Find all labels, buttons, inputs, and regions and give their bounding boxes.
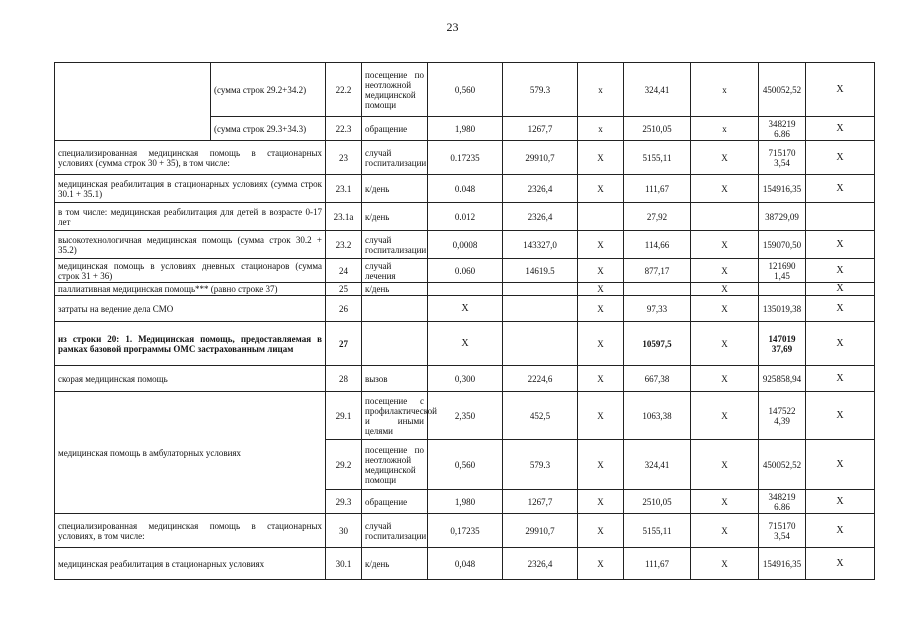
unit-cell: посещение по неотложной медицинской помощи xyxy=(362,63,428,117)
value-cell: X xyxy=(691,296,759,322)
value-cell: X xyxy=(806,175,875,203)
value-cell: X xyxy=(806,259,875,283)
row-number: 27 xyxy=(326,322,362,366)
value-cell: 147522 4,39 xyxy=(759,392,806,440)
value-cell: X xyxy=(691,548,759,580)
cost-cell: 2326,4 xyxy=(503,548,578,580)
value-cell: X xyxy=(578,322,624,366)
table-row xyxy=(55,548,875,580)
value-cell: X xyxy=(578,490,624,514)
value-cell: 154916,35 xyxy=(759,175,806,203)
value-cell: 450052,52 xyxy=(759,63,806,117)
unit-cell: к/день xyxy=(362,203,428,231)
value-cell: 925858,94 xyxy=(759,366,806,392)
value-cell: х xyxy=(578,117,624,141)
value-cell: X xyxy=(691,490,759,514)
value-cell: 147019 37,69 xyxy=(759,322,806,366)
value-cell: X xyxy=(691,440,759,490)
row-number: 25 xyxy=(326,283,362,296)
unit-cell: случай лечения xyxy=(362,259,428,283)
unit-cell xyxy=(362,322,428,366)
cost-cell xyxy=(503,322,578,366)
row-number: 30 xyxy=(326,514,362,548)
value-cell: х xyxy=(578,63,624,117)
value-cell: х xyxy=(691,117,759,141)
value-cell: X xyxy=(691,392,759,440)
value-cell: X xyxy=(578,231,624,259)
unit-cell: посещение по неотложной медицинской помощи xyxy=(362,440,428,490)
row-description: в том числе: медицинская реабилитация для детей в возрасте 0-17 лет xyxy=(55,203,326,231)
value-cell: 154916,35 xyxy=(759,548,806,580)
value-cell: 159070,50 xyxy=(759,231,806,259)
cost-cell: 579.3 xyxy=(503,440,578,490)
table-row xyxy=(55,141,875,175)
row-number: 23.1 xyxy=(326,175,362,203)
row-description: затраты на ведение дела СМО xyxy=(55,296,326,322)
value-cell: 111,67 xyxy=(624,175,691,203)
norm-cell: X xyxy=(428,322,503,366)
unit-cell: к/день xyxy=(362,283,428,296)
value-cell xyxy=(624,283,691,296)
value-cell: X xyxy=(578,514,624,548)
value-cell: 2510,05 xyxy=(624,490,691,514)
norm-cell: 0,560 xyxy=(428,440,503,490)
row-subdescription: (сумма строк 29.3+34.3) xyxy=(211,117,326,141)
norm-cell: 2,350 xyxy=(428,392,503,440)
row-number: 30.1 xyxy=(326,548,362,580)
value-cell: X xyxy=(578,259,624,283)
value-cell: X xyxy=(806,440,875,490)
row-number: 24 xyxy=(326,259,362,283)
value-cell: 324,41 xyxy=(624,63,691,117)
value-cell: X xyxy=(806,296,875,322)
table-row xyxy=(55,283,875,296)
page-number: 23 xyxy=(446,20,459,34)
unit-cell: к/день xyxy=(362,175,428,203)
cost-cell: 2326,4 xyxy=(503,175,578,203)
norm-cell: X xyxy=(428,296,503,322)
cost-cell: 1267,7 xyxy=(503,490,578,514)
table-row xyxy=(55,63,875,117)
norm-cell: 0.17235 xyxy=(428,141,503,175)
row-description: из строки 20: 1. Медицинская помощь, предоставляемая в рамках базовой программы ОМС застрахованным лицам xyxy=(55,322,326,366)
table-row xyxy=(55,203,875,231)
value-cell: X xyxy=(691,259,759,283)
norm-cell: 0.060 xyxy=(428,259,503,283)
row-number: 22.2 xyxy=(326,63,362,117)
table-row xyxy=(55,175,875,203)
cost-cell: 14619.5 xyxy=(503,259,578,283)
value-cell: 715170 3,54 xyxy=(759,141,806,175)
unit-cell: случай госпитализации xyxy=(362,141,428,175)
row-number: 29.1 xyxy=(326,392,362,440)
table-row xyxy=(55,392,875,440)
tariff-table xyxy=(54,62,875,580)
value-cell: 5155,11 xyxy=(624,514,691,548)
row-description: медицинская помощь в амбулаторных условиях xyxy=(55,392,326,514)
row-description xyxy=(55,63,211,141)
norm-cell xyxy=(428,283,503,296)
table-row xyxy=(55,231,875,259)
value-cell: 38729,09 xyxy=(759,203,806,231)
table-row xyxy=(55,322,875,366)
norm-cell: 1,980 xyxy=(428,490,503,514)
value-cell: X xyxy=(691,175,759,203)
unit-cell: к/день xyxy=(362,548,428,580)
row-description: специализированная медицинская помощь в стационарных условиях, в том числе: xyxy=(55,514,326,548)
value-cell: 877,17 xyxy=(624,259,691,283)
table-row xyxy=(55,514,875,548)
table-row xyxy=(55,366,875,392)
norm-cell: 0,560 xyxy=(428,63,503,117)
value-cell: X xyxy=(806,490,875,514)
value-cell: 2510,05 xyxy=(624,117,691,141)
value-cell: 1063,38 xyxy=(624,392,691,440)
unit-cell: вызов xyxy=(362,366,428,392)
value-cell: 121690 1,45 xyxy=(759,259,806,283)
norm-cell: 0,048 xyxy=(428,548,503,580)
row-number: 29.2 xyxy=(326,440,362,490)
norm-cell: 0,17235 xyxy=(428,514,503,548)
value-cell: X xyxy=(806,322,875,366)
value-cell: X xyxy=(578,548,624,580)
value-cell: 135019,38 xyxy=(759,296,806,322)
row-number: 23 xyxy=(326,141,362,175)
row-description: медицинская реабилитация в стационарных условиях xyxy=(55,548,326,580)
cost-cell xyxy=(503,283,578,296)
value-cell xyxy=(759,283,806,296)
unit-cell: случай госпитализации xyxy=(362,514,428,548)
value-cell: X xyxy=(578,366,624,392)
value-cell: 111,67 xyxy=(624,548,691,580)
value-cell: X xyxy=(806,548,875,580)
value-cell: X xyxy=(691,322,759,366)
value-cell: 114,66 xyxy=(624,231,691,259)
cost-cell: 2224,6 xyxy=(503,366,578,392)
norm-cell: 1,980 xyxy=(428,117,503,141)
value-cell: 450052,52 xyxy=(759,440,806,490)
unit-cell xyxy=(362,296,428,322)
norm-cell: 0,0008 xyxy=(428,231,503,259)
value-cell: X xyxy=(578,283,624,296)
cost-cell: 29910,7 xyxy=(503,514,578,548)
value-cell: X xyxy=(806,392,875,440)
cost-cell: 579.3 xyxy=(503,63,578,117)
value-cell: 97,33 xyxy=(624,296,691,322)
value-cell: X xyxy=(806,231,875,259)
row-number: 22.3 xyxy=(326,117,362,141)
value-cell xyxy=(578,203,624,231)
value-cell: X xyxy=(578,141,624,175)
row-subdescription: (сумма строк 29.2+34.2) xyxy=(211,63,326,117)
cost-cell: 143327,0 xyxy=(503,231,578,259)
value-cell: X xyxy=(578,392,624,440)
value-cell: X xyxy=(806,366,875,392)
value-cell: X xyxy=(691,366,759,392)
cost-cell: 2326,4 xyxy=(503,203,578,231)
unit-cell: обращение xyxy=(362,117,428,141)
value-cell xyxy=(806,203,875,231)
value-cell: X xyxy=(691,514,759,548)
row-number: 23.2 xyxy=(326,231,362,259)
value-cell: X xyxy=(806,141,875,175)
value-cell: X xyxy=(578,296,624,322)
cost-cell xyxy=(503,296,578,322)
row-description: паллиативная медицинская помощь*** (равно строке 37) xyxy=(55,283,326,296)
unit-cell: обращение xyxy=(362,490,428,514)
unit-cell: случай госпитализации xyxy=(362,231,428,259)
value-cell: 715170 3,54 xyxy=(759,514,806,548)
row-description: скорая медицинская помощь xyxy=(55,366,326,392)
value-cell: 348219 6.86 xyxy=(759,490,806,514)
value-cell: 27,92 xyxy=(624,203,691,231)
table-row xyxy=(55,259,875,283)
value-cell: X xyxy=(806,63,875,117)
unit-cell: посещение с профилактической и иными целями xyxy=(362,392,428,440)
value-cell: X xyxy=(691,141,759,175)
table-row xyxy=(55,296,875,322)
row-description: медицинская реабилитация в стационарных условиях (сумма строк 30.1 + 35.1) xyxy=(55,175,326,203)
value-cell: X xyxy=(578,175,624,203)
row-description: медицинская помощь в условиях дневных стационаров (сумма строк 31 + 36) xyxy=(55,259,326,283)
row-description: высокотехнологичная медицинская помощь (сумма строк 30.2 + 35.2) xyxy=(55,231,326,259)
value-cell: X xyxy=(806,514,875,548)
value-cell: X xyxy=(578,440,624,490)
row-number: 29.3 xyxy=(326,490,362,514)
value-cell: X xyxy=(691,231,759,259)
cost-cell: 452,5 xyxy=(503,392,578,440)
value-cell: X xyxy=(806,117,875,141)
row-number: 26 xyxy=(326,296,362,322)
value-cell: X xyxy=(806,283,875,296)
row-number: 28 xyxy=(326,366,362,392)
norm-cell: 0.012 xyxy=(428,203,503,231)
value-cell: X xyxy=(691,283,759,296)
row-description: специализированная медицинская помощь в стационарных условиях (сумма строк 30 + 35), в том числе: xyxy=(55,141,326,175)
cost-cell: 1267,7 xyxy=(503,117,578,141)
norm-cell: 0,300 xyxy=(428,366,503,392)
value-cell: 10597,5 xyxy=(624,322,691,366)
norm-cell: 0.048 xyxy=(428,175,503,203)
value-cell: 324,41 xyxy=(624,440,691,490)
value-cell: 5155,11 xyxy=(624,141,691,175)
value-cell: 667,38 xyxy=(624,366,691,392)
value-cell: 348219 6.86 xyxy=(759,117,806,141)
cost-cell: 29910,7 xyxy=(503,141,578,175)
value-cell xyxy=(691,203,759,231)
row-number: 23.1а xyxy=(326,203,362,231)
value-cell: х xyxy=(691,63,759,117)
